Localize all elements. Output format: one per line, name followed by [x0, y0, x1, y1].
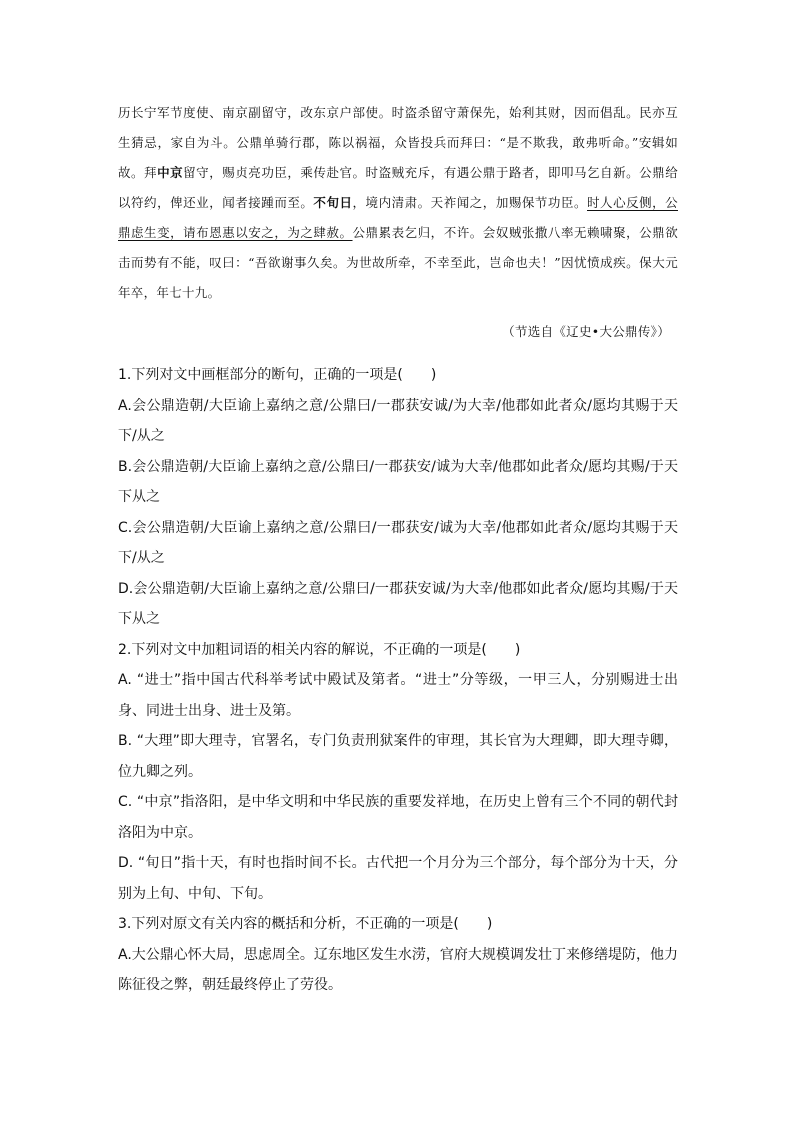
question-1-option-d: D.会公鼎造朝/大臣谕上嘉纳之意/公鼎曰/一郡获安诚/为大幸/他郡如此者众/愿均其赐/于天下从之	[118, 580, 678, 627]
question-1-stem: 1.下列对文中画框部分的断句，正确的一项是( )	[118, 367, 437, 383]
question-list	[118, 360, 678, 1001]
bold-term-xunri: 不旬日	[313, 195, 353, 210]
passage-text: 历长宁军节度使、南京副留守，改东京户部使。时盗杀留守萧保先，始利其财，因而倡乱。民亦互生猜忌，家自为斗。公鼎单骑行郡，陈以祸福，众皆投兵而拜曰：“是不欺我，敢弗听命。”安辑如故。拜	[118, 105, 678, 180]
question-3-stem: 3.下列对原文有关内容的概括和分析，不正确的一项是( )	[118, 916, 493, 932]
passage-text: ，境内清肃。天祚闻之，加赐保节功臣。	[352, 195, 588, 210]
question-2-option-d: D. “旬日”指十天，有时也指时间不长。古代把一个月分为三个部分，每个部分为十天，分别为上旬、中旬、下旬。	[118, 855, 678, 902]
passage-text: 留守，赐贞亮功臣，乘传赴官。时盗贼充斥，有遇公鼎于路者，即叩马乞自新。公鼎给以符约，俾还业，闻者接踵而至。	[118, 165, 678, 210]
classical-passage	[118, 98, 678, 308]
question-1-option-c: C.会公鼎造朝/大臣谕上嘉纳之意/公鼎曰/一郡获安/诚为大幸/他郡如此者众/愿均其赐于天下/从之	[118, 519, 678, 566]
question-1-option-b: B.会公鼎造朝/大臣谕上嘉纳之意/公鼎曰/一郡获安/诚为大幸/他郡如此者众/愿均其赐/于天下从之	[118, 458, 678, 505]
passage-text: 公鼎累表乞归，不许。会奴贼张撒八率无赖啸聚，公鼎欲击而势有不能，叹曰：“吾欲谢事久矣。为世故所牵，不幸至此，岂命也夫！”因忧愤成疾。保大元年卒，年七十九。	[118, 225, 678, 300]
question-2-option-a: A. “进士”指中国古代科举考试中殿试及第者。“进士”分等级，一甲三人，分别赐进士出身、同进士出身、进士及第。	[118, 672, 678, 719]
question-3-option-a: A.大公鼎心怀大局，思虑周全。辽东地区发生水涝，官府大规模调发壮丁来修缮堤防，他力陈征役之弊，朝廷最终停止了劳役。	[118, 946, 678, 993]
question-2-stem: 2.下列对文中加粗词语的相关内容的解说，不正确的一项是( )	[118, 641, 521, 658]
passage-source: （节选自《辽史•大公鼎传》）	[502, 324, 670, 339]
question-1-option-a: A.会公鼎造朝/大臣谕上嘉纳之意/公鼎曰/一郡获安诚/为大幸/他郡如此者众/愿均其赐于天下/从之	[118, 397, 678, 444]
bold-term-zhongjing: 中京	[157, 165, 184, 180]
underlined-sentence: 时人心反侧，公鼎虑生变，请布恩惠以安之，为之肆赦。	[118, 195, 678, 240]
question-2-option-c: C. “中京”指洛阳，是中华文明和中华民族的重要发祥地，在历史上曾有三个不同的朝代封洛阳为中京。	[118, 794, 678, 841]
question-2-option-b: B. “大理”即大理寺，官署名，专门负责刑狱案件的审理，其长官为大理卿，即大理寺卿，位九卿之列。	[118, 733, 678, 780]
